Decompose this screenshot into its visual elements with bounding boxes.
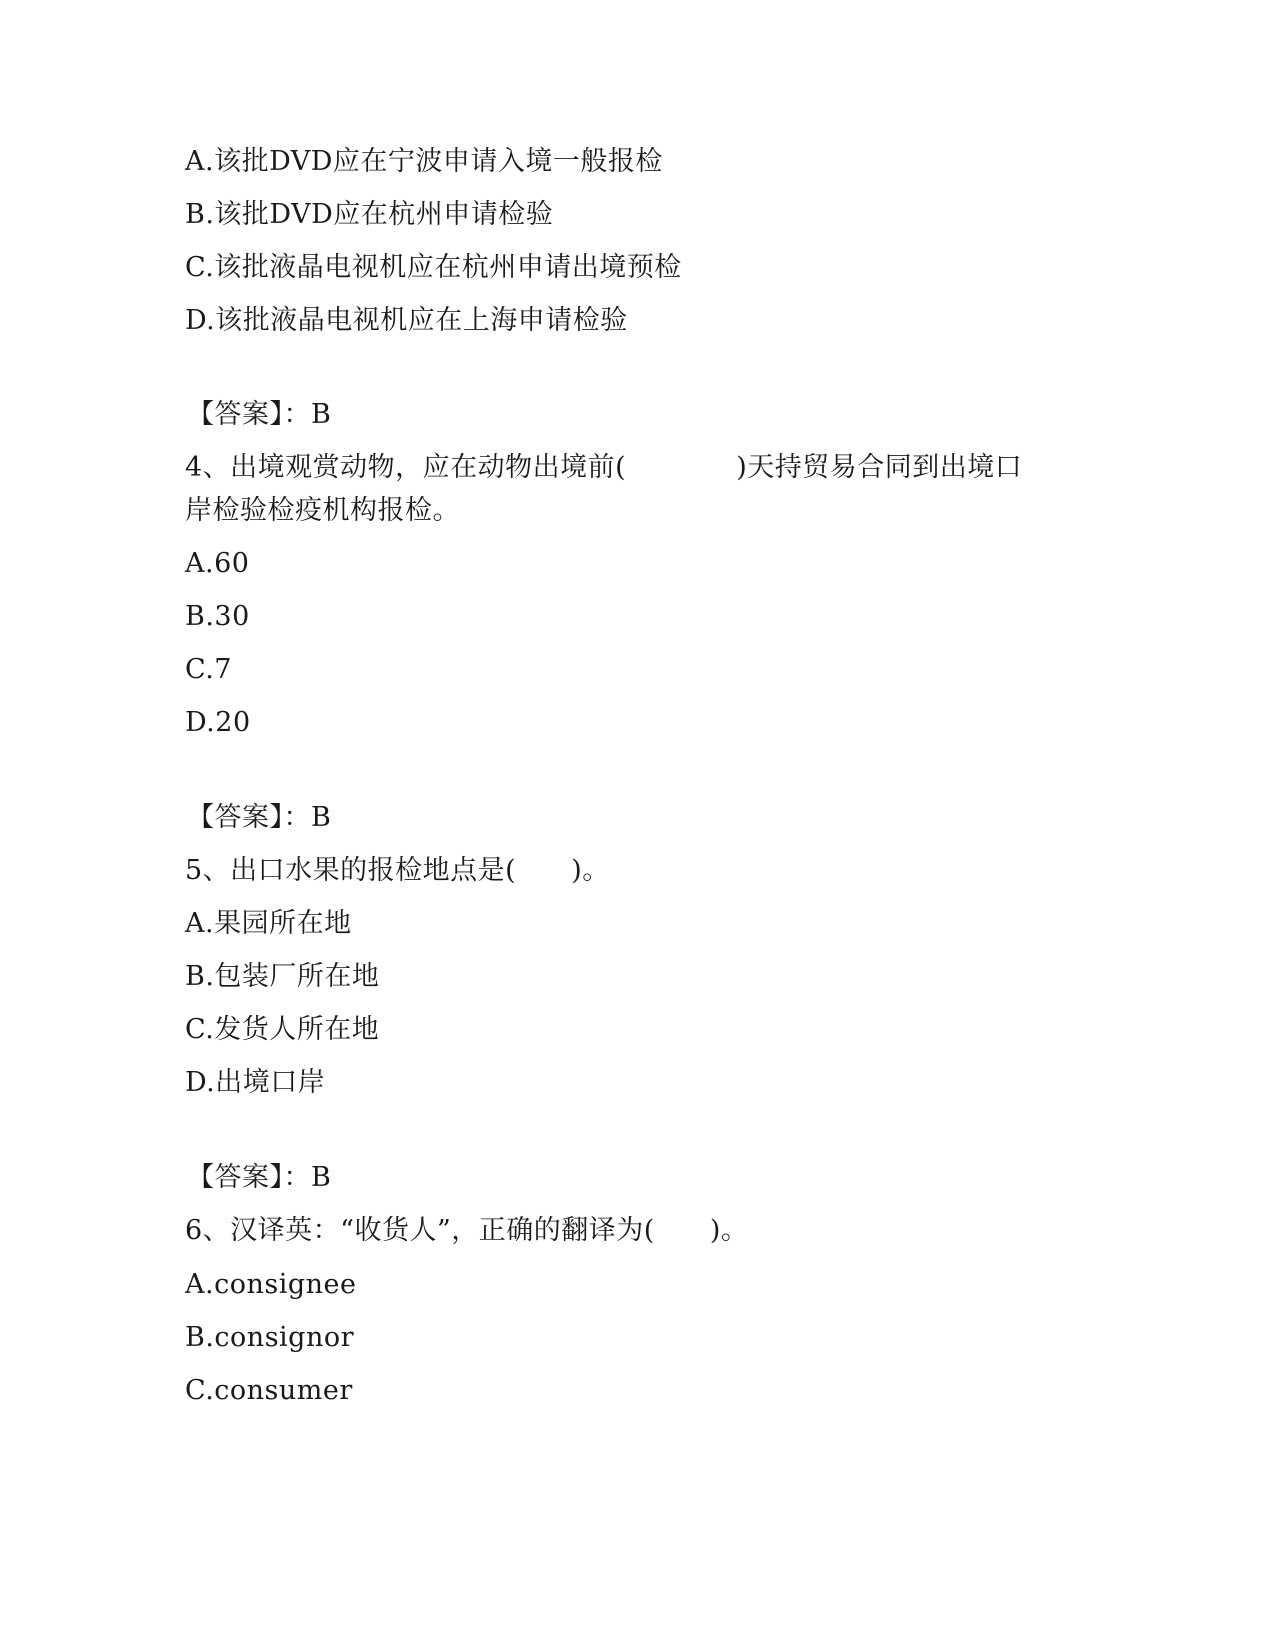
q6-option-a: A.consignee: [185, 1269, 357, 1300]
q4-question-line1: 4、出境观赏动物，应在动物出境前( )天持贸易合同到出境口: [185, 452, 1023, 483]
q4-option-d: D.20: [185, 707, 251, 738]
q4-question-line2: 岸检验检疫机构报检。: [185, 495, 460, 526]
q5-option-b: B.包装厂所在地: [185, 961, 380, 992]
q5-option-a: A.果园所在地: [185, 908, 352, 939]
q4-option-c: C.7: [185, 654, 232, 685]
q4-option-b: B.30: [185, 601, 250, 632]
q3-answer: 【答案】：B: [187, 399, 332, 430]
q5-answer: 【答案】：B: [187, 1162, 332, 1193]
q6-option-b: B.consignor: [185, 1322, 355, 1353]
q5-option-d: D.出境口岸: [185, 1067, 326, 1098]
q4-answer: 【答案】：B: [187, 802, 332, 833]
q3-option-c: C.该批液晶电视机应在杭州申请出境预检: [185, 252, 682, 283]
q6-option-c: C.consumer: [185, 1375, 353, 1406]
q6-question: 6、汉译英：“收货人”，正确的翻译为( )。: [185, 1215, 749, 1246]
q5-question: 5、出口水果的报检地点是( )。: [185, 855, 610, 886]
q3-option-a: A.该批DVD应在宁波申请入境一般报检: [185, 146, 663, 177]
q3-option-b: B.该批DVD应在杭州申请检验: [185, 199, 554, 230]
q4-option-a: A.60: [185, 548, 250, 579]
q3-option-d: D.该批液晶电视机应在上海申请检验: [185, 305, 628, 336]
q5-option-c: C.发货人所在地: [185, 1014, 380, 1045]
